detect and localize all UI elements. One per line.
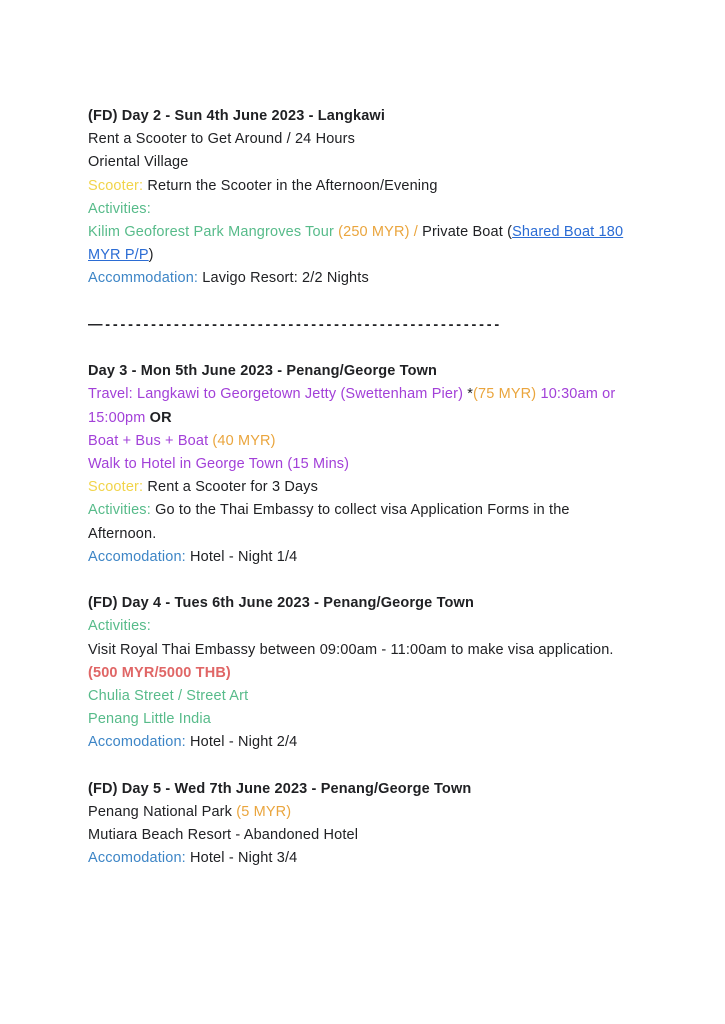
text-line bbox=[88, 523, 649, 546]
text-line bbox=[88, 221, 649, 244]
orange-text-run: (40 MYR) bbox=[212, 432, 276, 449]
section-day-5 bbox=[88, 778, 649, 871]
activities-label: Activities: bbox=[88, 502, 156, 519]
day-4-heading: (FD) Day 4 - Tues 6th June 2023 - Penang/George Town bbox=[88, 595, 474, 612]
text-text-run: Hotel - Night 3/4 bbox=[190, 850, 298, 867]
activities-label: Activities: bbox=[88, 618, 151, 635]
day-5-heading: (FD) Day 5 - Wed 7th June 2023 - Penang/George Town bbox=[88, 780, 472, 797]
green-text-run: Chulia Street / Street Art bbox=[88, 688, 249, 705]
text-line bbox=[88, 407, 649, 430]
travel-label: Travel: Langkawi to Georgetown Jetty (Swettenham Pier) bbox=[88, 386, 468, 403]
text-line bbox=[88, 546, 649, 569]
accommodation-label: Accomodation: bbox=[88, 734, 191, 751]
text-text-run: Rent a Scooter to Get Around / 24 Hours bbox=[88, 131, 355, 148]
text-line bbox=[88, 662, 649, 685]
text-line bbox=[88, 267, 649, 290]
separator-line: —---------------------------------------------------- bbox=[88, 316, 502, 333]
text-text-run: Hotel - Night 1/4 bbox=[190, 548, 298, 565]
section-day-4 bbox=[88, 592, 649, 754]
text-line bbox=[88, 128, 649, 151]
text-line bbox=[88, 778, 649, 801]
accommodation-label: Accomodation: bbox=[88, 548, 191, 565]
orange-text-run: (250 MYR) / bbox=[338, 224, 423, 241]
purple-text-run: Walk to Hotel in George Town (15 Mins) bbox=[88, 456, 350, 473]
text-line bbox=[88, 105, 649, 128]
accommodation-label: Accomodation: bbox=[88, 850, 191, 867]
section-day-3 bbox=[88, 360, 649, 569]
text-line bbox=[88, 801, 649, 824]
scooter-label: Scooter: bbox=[88, 177, 148, 194]
purple-text-run: 15:00pm bbox=[88, 409, 150, 426]
purple-text-run: Boat + Bus + Boat bbox=[88, 432, 213, 449]
green-text-run: Kilim Geoforest Park Mangroves Tour bbox=[88, 224, 339, 241]
text-text-run: Hotel - Night 2/4 bbox=[190, 734, 298, 751]
shared-boat-link[interactable]: Shared Boat 180 bbox=[512, 224, 624, 241]
accommodation-label: Accommodation: bbox=[88, 270, 203, 287]
text-text-run: Oriental Village bbox=[88, 154, 189, 171]
shared-boat-link[interactable]: MYR P/P bbox=[88, 247, 149, 264]
text-line bbox=[88, 731, 649, 754]
text-line bbox=[88, 685, 649, 708]
text-line bbox=[88, 639, 649, 662]
activities-label: Activities: bbox=[88, 200, 151, 217]
orange-text-run: (75 MYR) bbox=[473, 386, 537, 403]
text-line bbox=[88, 708, 649, 731]
text-text-run: Rent a Scooter for 3 Days bbox=[147, 479, 318, 496]
text-text-run: Afternoon. bbox=[88, 525, 157, 542]
text-line bbox=[88, 824, 649, 847]
text-line bbox=[88, 499, 649, 522]
text-line bbox=[88, 151, 649, 174]
text-line bbox=[88, 592, 649, 615]
text-text-run: Go to the Thai Embassy to collect visa Application Forms in the bbox=[155, 502, 570, 519]
text-text-run: Visit Royal Thai Embassy between 09:00am - 11:00am to make visa application. bbox=[88, 641, 614, 658]
text-text-run: * bbox=[467, 386, 474, 403]
text-line bbox=[88, 360, 649, 383]
text-text-run: Lavigo Resort: 2/2 Nights bbox=[202, 270, 369, 287]
text-line bbox=[88, 244, 649, 267]
text-line bbox=[88, 175, 649, 198]
purple-text-run: 10:30am or bbox=[536, 386, 616, 403]
text-line bbox=[88, 615, 649, 638]
scooter-label: Scooter: bbox=[88, 479, 148, 496]
text-line bbox=[88, 476, 649, 499]
text-line bbox=[88, 430, 649, 453]
text-text-run: Private Boat ( bbox=[422, 224, 513, 241]
day-2-heading: (FD) Day 2 - Sun 4th June 2023 - Langkawi bbox=[88, 108, 386, 124]
section-separator bbox=[88, 314, 649, 337]
day-3-heading: Day 3 - Mon 5th June 2023 - Penang/George Town bbox=[88, 363, 438, 380]
visa-fee: (500 MYR/5000 THB) bbox=[88, 664, 231, 681]
text-text-run: ) bbox=[148, 247, 154, 264]
text-line bbox=[88, 314, 649, 337]
text-line bbox=[88, 453, 649, 476]
text-line bbox=[88, 847, 649, 870]
section-day-2 bbox=[88, 105, 649, 291]
text-text-run: Mutiara Beach Resort - Abandoned Hotel bbox=[88, 827, 359, 844]
text-text-run: Return the Scooter in the Afternoon/Evening bbox=[147, 177, 438, 194]
green-text-run: Penang Little India bbox=[88, 711, 211, 728]
text-text-run: Penang National Park bbox=[88, 804, 237, 821]
text-line bbox=[88, 198, 649, 221]
bold-text-run: OR bbox=[149, 409, 172, 426]
text-line bbox=[88, 383, 649, 406]
orange-text-run: (5 MYR) bbox=[236, 804, 292, 821]
